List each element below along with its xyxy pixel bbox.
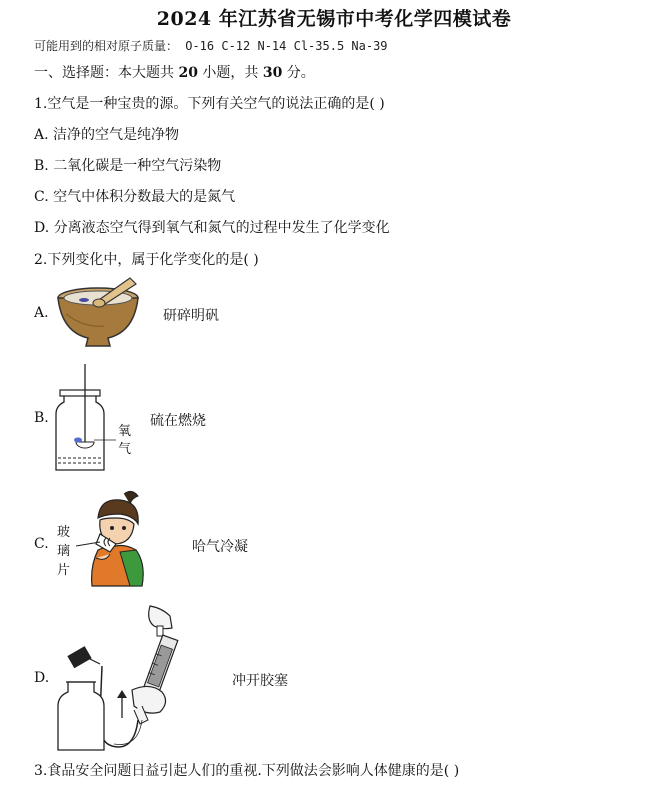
girl-breathing-image (76, 488, 156, 588)
q1-option-d: D. 分离液态空气得到氧气和氮气的过程中发生了化学变化 (34, 220, 390, 236)
mortar-pestle-image (54, 276, 144, 350)
q1-stem: 1.空气是一种宝贵的源。下列有关空气的说法正确的是( ) (34, 96, 385, 112)
q2-option-c-label-1: 玻 (57, 525, 71, 540)
q2-stem: 2.下列变化中，属于化学变化的是( ) (34, 252, 259, 268)
section-heading: 一、选择题：本大题共 20 小题，共 30 分。 (34, 65, 315, 81)
q2-option-d-caption: 冲开胶塞 (232, 673, 288, 689)
exam-title: 2024 年江苏省无锡市中考化学四模试卷 (156, 8, 512, 30)
q2-option-b-caption: 硫在燃烧 (150, 413, 206, 429)
q2-option-d-letter: D. (34, 670, 50, 686)
q3-stem: 3.食品安全问题日益引起人们的重视.下列做法会影响人体健康的是( ) (34, 763, 460, 779)
q2-option-a-caption: 研碎明矾 (163, 308, 219, 324)
q2-option-b-letter: B. (34, 410, 49, 426)
q2-option-b-label-2: 气 (118, 442, 132, 457)
q2-option-c-label-2: 璃 (57, 544, 71, 559)
q1-option-a: A. 洁净的空气是纯净物 (34, 127, 180, 143)
relative-atomic-masses: 可能用到的相对原子质量： O-16 C-12 N-14 Cl-35.5 Na-39 (34, 39, 388, 53)
q2-option-b-label-1: 氧 (118, 424, 132, 439)
q1-option-c: C. 空气中体积分数最大的是氮气 (34, 189, 236, 205)
q2-option-c-label-3: 片 (57, 563, 71, 578)
syringe-stopper-image (54, 606, 184, 752)
q2-option-a-letter: A. (34, 305, 49, 321)
gas-jar-image (52, 364, 122, 474)
q2-option-c-caption: 哈气冷凝 (192, 539, 248, 555)
q2-option-c-letter: C. (34, 536, 49, 552)
q1-option-b: B. 二氧化碳是一种空气污染物 (34, 158, 222, 174)
